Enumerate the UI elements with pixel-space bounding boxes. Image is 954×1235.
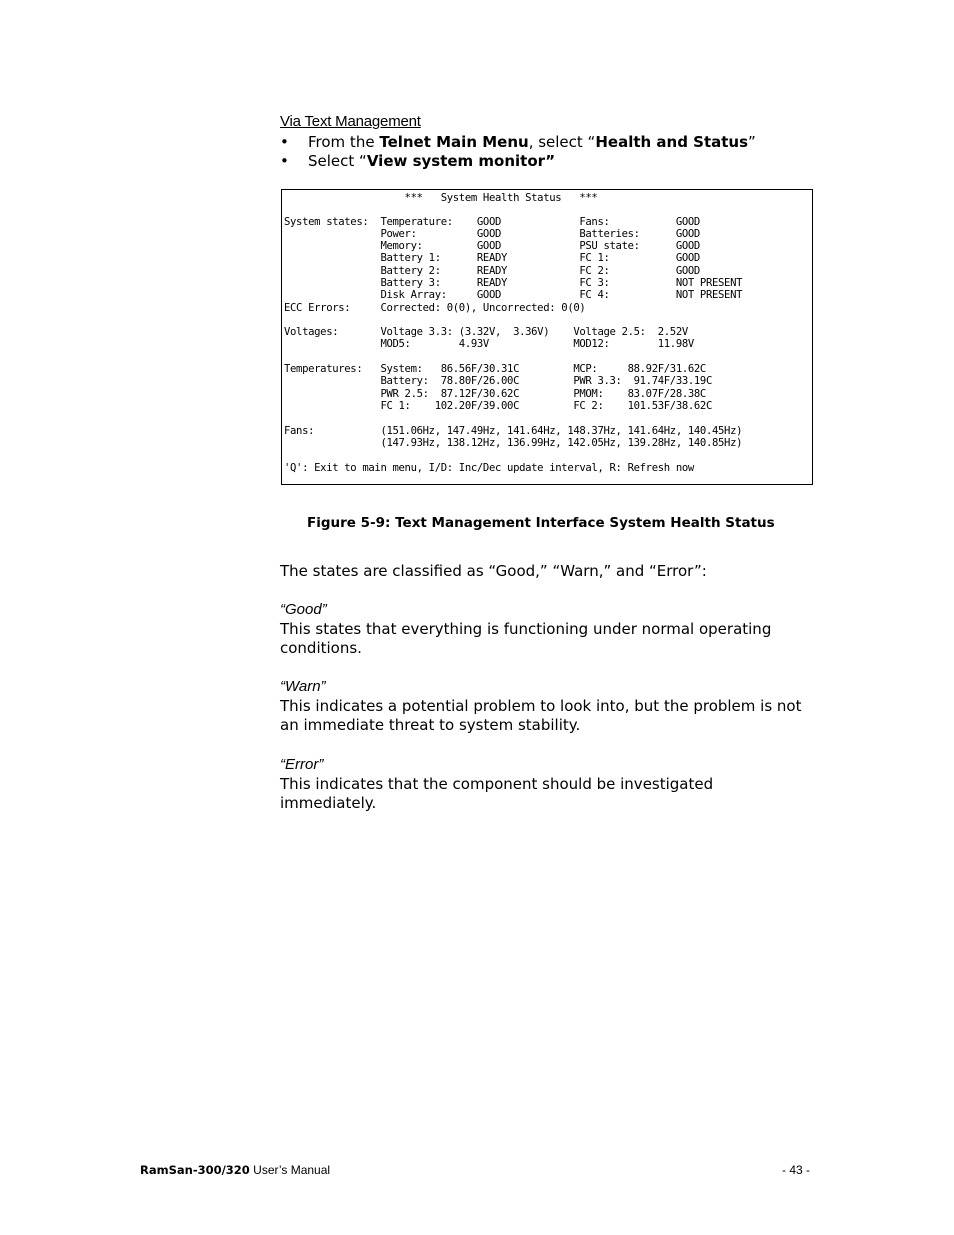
- option-name: Health and Status: [595, 133, 749, 151]
- terminal-line: 'Q': Exit to main menu, I/D: Inc/Dec update interval, R: Refresh now: [284, 462, 694, 474]
- step-list: [280, 133, 756, 171]
- terminal-line: FC 1: 102.20F/39.00C FC 2: 101.53F/38.62C: [284, 400, 712, 412]
- option-name: View system monitor”: [366, 152, 556, 170]
- bullet-icon: •: [280, 133, 289, 151]
- good-state-title: “Good”: [280, 601, 327, 618]
- step-item: [280, 133, 756, 152]
- warn-state-title: “Warn”: [280, 678, 326, 695]
- terminal-line: Battery: 78.80F/26.00C PWR 3.3: 91.74F/33.19C: [284, 375, 712, 387]
- step-text: Select “: [308, 152, 367, 170]
- figure-caption: Figure 5-9: Text Management Interface System Health Status: [307, 515, 775, 531]
- terminal-line: Power: GOOD Batteries: GOOD: [284, 228, 700, 240]
- step-item: [280, 152, 756, 171]
- error-state-title: “Error”: [280, 756, 324, 773]
- page-number: - 43 -: [782, 1163, 811, 1177]
- terminal-line: Temperatures: System: 86.56F/30.31C MCP: 88.92F/31.62C: [284, 363, 706, 375]
- step-text: , select “: [528, 133, 596, 151]
- terminal-line: PWR 2.5: 87.12F/30.62C PMOM: 83.07F/28.38C: [284, 388, 706, 400]
- product-name: RamSan-300/320: [140, 1163, 250, 1177]
- terminal-line: Battery 1: READY FC 1: GOOD: [284, 252, 700, 264]
- error-state-description: This indicates that the component should be investigated immediately.: [280, 775, 714, 812]
- terminal-line: System states: Temperature: GOOD Fans: GOOD: [284, 216, 700, 228]
- terminal-line: Battery 2: READY FC 2: GOOD: [284, 265, 700, 277]
- bullet-icon: •: [280, 152, 289, 170]
- footer-manual-title: [140, 1163, 330, 1177]
- terminal-line: Voltages: Voltage 3.3: (3.32V, 3.36V) Voltage 2.5: 2.52V: [284, 326, 688, 338]
- menu-name: Telnet Main Menu: [379, 133, 529, 151]
- warn-state-description: This indicates a potential problem to look into, but the problem is not an immediate threat to system stability.: [280, 697, 802, 734]
- manual-label: User’s Manual: [249, 1163, 331, 1177]
- good-state-description: This states that everything is functioning under normal operating conditions.: [280, 620, 772, 657]
- terminal-line: Fans: (151.06Hz, 147.49Hz, 141.64Hz, 148.37Hz, 141.64Hz, 140.45Hz): [284, 425, 743, 437]
- terminal-screenshot: [281, 189, 813, 485]
- terminal-line: ECC Errors: Corrected: 0(0), Uncorrected: 0(0): [284, 302, 586, 314]
- terminal-line: Battery 3: READY FC 3: NOT PRESENT: [284, 277, 743, 289]
- terminal-line: *** System Health Status ***: [284, 192, 598, 204]
- terminal-line: MOD5: 4.93V MOD12: 11.98V: [284, 338, 694, 350]
- step-text: ”: [748, 133, 756, 151]
- section-subheading: Via Text Management: [280, 113, 421, 130]
- step-text: From the: [308, 133, 380, 151]
- terminal-line: Memory: GOOD PSU state: GOOD: [284, 240, 700, 252]
- intro-paragraph: The states are classified as “Good,” “Warn,” and “Error”:: [280, 562, 707, 580]
- terminal-line: Disk Array: GOOD FC 4: NOT PRESENT: [284, 289, 743, 301]
- terminal-line: (147.93Hz, 138.12Hz, 136.99Hz, 142.05Hz, 139.28Hz, 140.85Hz): [284, 437, 743, 449]
